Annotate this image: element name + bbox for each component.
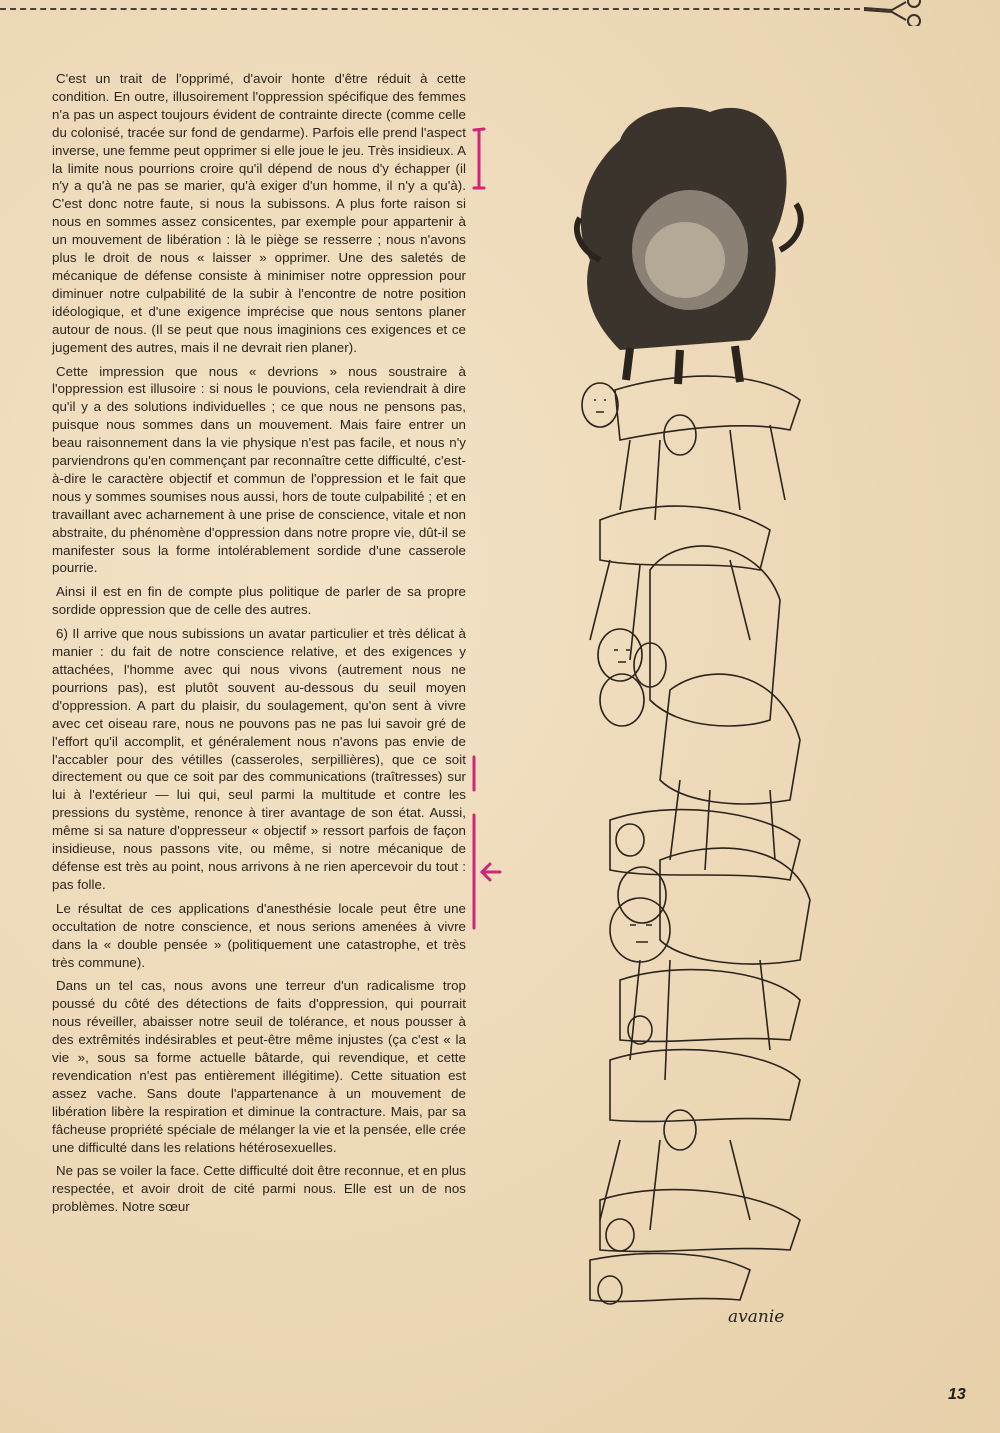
illustration-figure-stack [560, 100, 820, 1350]
cut-guide-line [0, 8, 860, 10]
paragraph-4: 6) Il arrive que nous subissions un avatar particulier et très délicat à manier : du fait de notre conscience relative, et des exigences y attachées, l'homme avec qui nous vivons (autrement nous ne pourrions pas), est plutôt souvent au-dessous du seuil moyen d'oppression. A part du plaisir, du soulagement, qu'on sent à vivre avec cet oiseau rare, nous ne pouvons pas ne pas lui savoir gré de l'effort qu'il accomplit, et généralement nous n'avons pas envie de l'accabler pour des vétilles (casseroles, serpillières), que ce soit directement ou que ce soit par des communications (traîtresses) sur lui à l'extérieur — lui qui, seul parmi la multitude et contre les pressions du système, renonce à tirer avantage de son état. Aussi, même si sa nature d'oppresseur « objectif » ressort parfois de façon insidieuse, nous passons vite, ou même, si notre mécanique de défense est très au point, nous arrivons à ne rien apercevoir du tout : pas folle. [52, 626, 466, 892]
stacked-figures-drawing [582, 376, 810, 1304]
illustration-signature: avanie [728, 1307, 785, 1327]
paragraph-7: Ne pas se voiler la face. Cette difficulté doit être reconnue, et en plus respectée, et avoir droit de cité parmi nous. Elle est un de nos problèmes. Notre sœur [52, 1163, 466, 1215]
margin-highlight-mark-top [470, 126, 490, 196]
margin-highlight-mark-bottom [468, 812, 504, 932]
margin-highlight-mark-middle [468, 754, 480, 794]
paragraph-2: Cette impression que nous « devrions » nous soustraire à l'oppression est illusoire : si nous le pouvions, cela reviendrait à dire qu'il y a des solutions individuelles ; ce que nous ne pensons pas, puisque nous sommes dans un mouvement. Mais faire entrer un beau raisonnement dans la vie physique n'est pas facile, et nous n'y parviendrons qu'en commençant par reconnaître cette difficulté, c'est-à-dire le caractère objectif et commun de l'oppression et le fait que nous y sommes soumises nous aussi, hors de toute culpabilité ; et en travaillant avec acharnement à une prise de conscience, vitale et non abstraite, du phénomène d'oppression dans notre propre vie, dût-il se manifester sous la forme intolérablement sordide d'une casserole pourrie. [52, 363, 466, 576]
page-number: 13 [948, 1386, 966, 1403]
scissors-icon [862, 0, 932, 26]
paragraph-3: Ainsi il est en fin de compte plus politique de parler de sa propre sordide oppression que de celle des autres. [52, 584, 466, 618]
paragraph-1: C'est un trait de l'opprimé, d'avoir honte d'être réduit à cette condition. En outre, illusoirement l'oppression spécifique des femmes n'a pas un aspect toujours évident de contrainte directe (comme celle du colonisé, tracée sur fond de gendarme). Parfois elle prend l'aspect inverse, une femme peut opprimer si elle joue le jeu. Très insidieux. A la limite nous pourrions croire qu'il dépend de nous d'y échapper (il n'y a qu'à ne pas se marier, qu'à exiger d'un homme, il n'y a qu'à). C'est donc notre faute, si nous la subissons. A plus forte raison si nous en sommes assez consicentes, par exemple pour appartenir à un mouvement de libération : là le piège se resserre ; nous n'avons plus le droit de nous « laisser » opprimer. Une des saletés de mécanique de défense consiste à minimiser notre oppression pour diminuer notre culpabilité de la subir à l'encontre de notre position idéologique, et d'une exigence imprécise que nous sentons planer autour de nous. (Il se peut que nous imaginions ces exigences et ce jugement des autres, mais il ne devrait rien planer). [52, 71, 466, 355]
paragraph-5: Le résultat de ces applications d'anesthésie locale peut être une occultation de notre conscience, et nous serions amenées à vivre dans la « double pensée » (politiquement une catastrophe, et très très commune). [52, 900, 466, 970]
armchair-drawing [577, 107, 801, 384]
article-text [52, 70, 466, 1222]
paragraph-6: Dans un tel cas, nous avons une terreur d'un radicalisme trop poussé du côté des détections de faits d'oppression, qui pourrait nous réveiller, abaisser notre seuil de tolérance, et nous pousser à des extrêmités indésirables et peut-être même injustes (ça c'est « la vie », sous sa forme actuelle bâtarde, qui revendique, et cette revendication n'est pas entièrement illégitime). Cette situation est assez vache. Sans doute l'appartenance à un mouvement de libération libère la respiration et diminue la contracture. Mais, par sa fâcheuse propriété spéciale de mélanger la vie et la pensée, elle crée une difficulté dans les relations hétérosexuelles. [52, 978, 466, 1155]
